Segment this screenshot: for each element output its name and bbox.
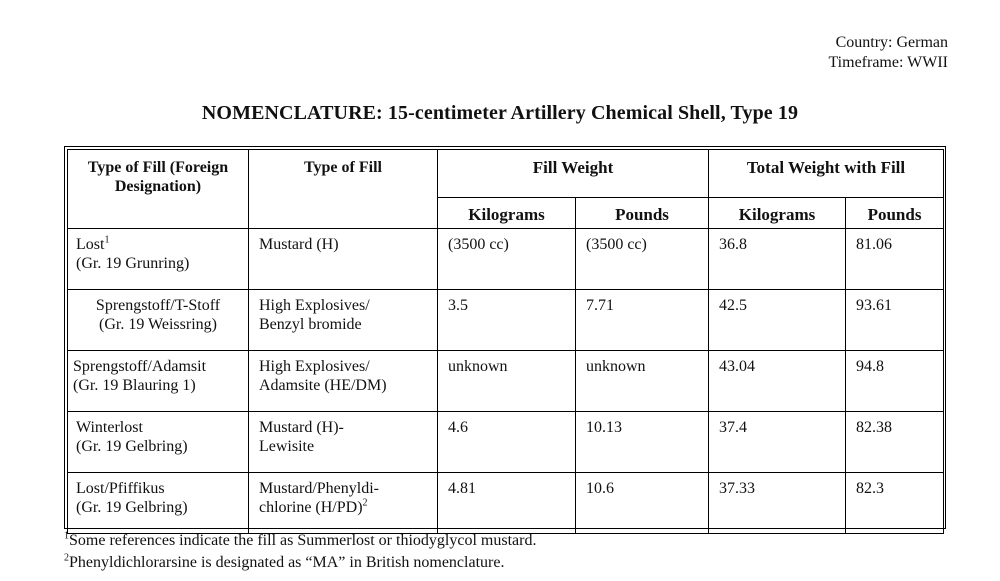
footnote-text: Some references indicate the fill as Summerlost or thiodyglycol mustard. [69,532,537,549]
fill-lb-cell: 10.6 [576,473,709,534]
fill-lb-cell: (3500 cc) [576,229,709,290]
timeframe-label: Timeframe: WWII [828,54,948,71]
fill-type-line1: High Explosives/ [259,358,370,375]
fill-kg-cell: 3.5 [438,290,576,351]
fill-name: Lost/Pfiffikus [76,480,165,497]
total-kg-cell: 43.04 [709,351,846,412]
header-total-kilograms: Kilograms [709,198,846,229]
document-title: NOMENCLATURE: 15-centimeter Artillery Chemical Shell, Type 19 [201,102,799,124]
shell-designation: (Gr. 19 Gelbring) [76,499,188,516]
fill-type-cell [249,290,438,351]
footnote-1 [64,531,536,551]
footnote-text: Phenyldichlorarsine is designated as “MA” in British nomenclature. [69,554,505,571]
table-row [68,412,944,473]
nomenclature-table [67,149,944,534]
footnote-ref: 2 [362,497,368,509]
fill-name: Sprengstoff/Adamsit [73,358,207,375]
fill-type-line1: Mustard (H)- [259,419,344,436]
foreign-designation-cell [68,229,249,290]
fill-type-line2: Lewisite [259,438,315,455]
table-row [68,473,944,534]
shell-designation: (Gr. 19 Weissring) [99,316,217,333]
country-label: Country: German [835,34,948,51]
foreign-designation-cell [68,351,249,412]
total-kg-cell: 36.8 [709,229,846,290]
fill-type-line2: Adamsite (HE/DM) [259,377,387,394]
header-total-pounds: Pounds [846,198,944,229]
foreign-designation-cell [68,290,249,351]
total-lb-cell: 94.8 [846,351,944,412]
footnote-2 [64,553,504,573]
total-lb-cell: 82.38 [846,412,944,473]
fill-type-cell [249,229,438,290]
fill-kg-cell: 4.81 [438,473,576,534]
fill-lb-cell: 10.13 [576,412,709,473]
fill-kg-cell: (3500 cc) [438,229,576,290]
header-fill-pounds: Pounds [576,198,709,229]
fill-name: Winterlost [76,419,143,436]
total-lb-cell: 93.61 [846,290,944,351]
header-foreign-designation: Type of Fill (Foreign Designation) [68,150,249,229]
fill-type-cell [249,412,438,473]
shell-designation: (Gr. 19 Gelbring) [76,438,188,455]
shell-designation: (Gr. 19 Blauring 1) [73,377,196,394]
total-kg-cell: 37.4 [709,412,846,473]
total-lb-cell: 81.06 [846,229,944,290]
fill-lb-cell: unknown [576,351,709,412]
shell-designation: (Gr. 19 Grunring) [76,255,190,272]
foreign-designation-cell [68,412,249,473]
header-type-of-fill: Type of Fill [249,150,438,229]
header-fill-kilograms: Kilograms [438,198,576,229]
fill-name: Lost [76,236,105,253]
footnote-ref: 1 [104,234,110,246]
fill-type-line2: Benzyl bromide [259,316,362,333]
table-row [68,290,944,351]
fill-type-line1: High Explosives/ [259,297,370,314]
fill-type-cell [249,351,438,412]
table-row [68,351,944,412]
footnote-mark: 2 [64,552,69,564]
header-total-weight: Total Weight with Fill [709,150,944,198]
fill-kg-cell: unknown [438,351,576,412]
total-lb-cell: 82.3 [846,473,944,534]
nomenclature-table-frame [64,146,946,529]
total-kg-cell: 42.5 [709,290,846,351]
header-fill-weight: Fill Weight [438,150,709,198]
total-kg-cell: 37.33 [709,473,846,534]
document-meta [828,33,948,73]
foreign-designation-cell [68,473,249,534]
table-row [68,229,944,290]
footnote-mark: 1 [64,530,69,542]
fill-type-line1: Mustard/Phenyldi- [259,480,379,497]
fill-type-line1: Mustard (H) [259,236,339,253]
fill-type-cell [249,473,438,534]
fill-kg-cell: 4.6 [438,412,576,473]
fill-lb-cell: 7.71 [576,290,709,351]
fill-name: Sprengstoff/T-Stoff [95,297,221,314]
fill-type-line2: chlorine (H/PD) [259,499,363,516]
